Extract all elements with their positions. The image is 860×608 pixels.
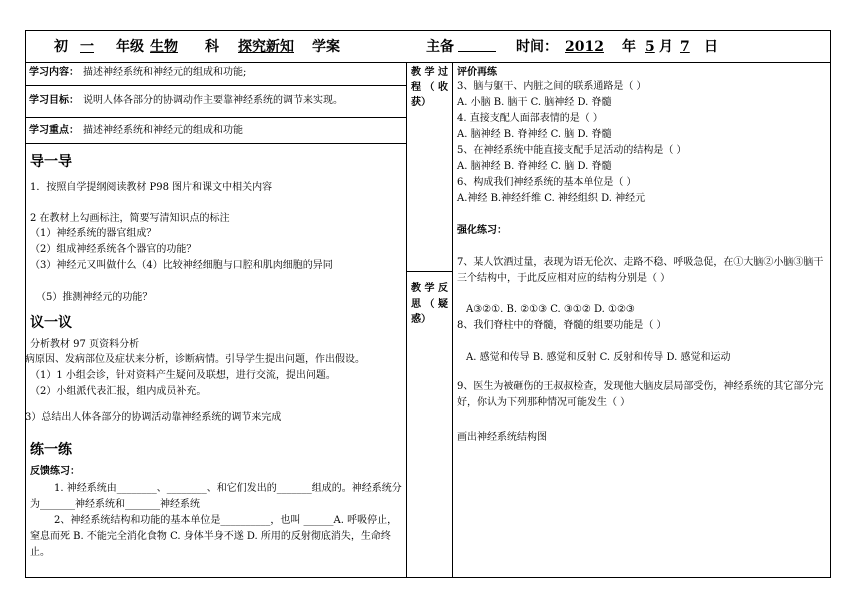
- section-title-guide: 导一导: [30, 154, 72, 170]
- eval-title: 评价再练: [457, 67, 497, 78]
- guide-line-6: （5）推测神经元的功能？: [36, 292, 153, 303]
- eval-line-8: A.神经 B.神经纤维 C. 神经组织 D. 神经元: [457, 193, 646, 204]
- grade-value: 一: [80, 39, 94, 55]
- question-8-options: A. 感觉和传导 B. 感觉和反射 C. 反射和传导 D. 感觉和运动: [466, 352, 731, 363]
- goal-label: 学习目标：: [29, 95, 79, 106]
- focus-text: 描述神经系统和神经元的组成和功能: [83, 125, 243, 136]
- header-divider: [25, 62, 831, 63]
- goal-text: 说明人体各部分的协调动作主要靠神经系统的调节来实现。: [83, 95, 343, 106]
- process-label-1: 教 学 过: [411, 67, 448, 78]
- eval-line-2: A. 小脑 B. 脑干 C. 脑神经 D. 脊髓: [457, 97, 612, 108]
- editor-blank: [458, 51, 496, 52]
- strengthen-label: 强化练习：: [457, 225, 507, 236]
- time-label: 时间：: [516, 39, 558, 55]
- section-title-practice: 练一练: [30, 442, 72, 458]
- eval-line-6: A. 脑神经 B. 脊神经 C. 脑 D. 脊髓: [457, 161, 612, 172]
- month-value: 5: [645, 39, 655, 55]
- discuss-line-4: （2）小组派代表汇报，组内成员补充。: [30, 386, 207, 397]
- grade-label: 年级: [116, 39, 144, 55]
- editor-label: 主备: [426, 39, 454, 55]
- draw-task: 画出神经系统结构图: [457, 432, 547, 443]
- day-value: 7: [680, 39, 690, 55]
- section-title-discuss: 议一议: [30, 315, 72, 331]
- content-text: 描述神经系统和神经元的组成和功能;: [83, 67, 247, 78]
- discuss-line-2: 病原因、发病部位及症状来分析，诊断病情。引导学生提出问题，作出假设。: [25, 354, 365, 365]
- question-7: 7、某人饮酒过量，表现为语无伦次、走路不稳、呼吸急促，在①大脑②小脑③脑干三个结构中，于此反应相对应的结构分别是（ ）: [457, 257, 824, 284]
- header-prefix: 初: [54, 39, 68, 55]
- reflect-label-2: 思 （ 疑: [411, 299, 448, 310]
- topic-label: 学案: [312, 39, 340, 55]
- mid-divider: [406, 271, 452, 272]
- month-unit: 月: [659, 39, 673, 55]
- day-unit: 日: [704, 39, 718, 55]
- left-column-divider: [406, 62, 407, 578]
- eval-line-3: 4. 直接支配人面部表情的是（ ）: [457, 113, 603, 124]
- focus-label: 学习重点：: [29, 125, 79, 136]
- topic-value: 探究新知: [238, 39, 294, 55]
- question-8: 8、我们脊柱中的脊髓，脊髓的组要功能是（ ）: [457, 320, 667, 331]
- row-divider-2: [25, 117, 406, 118]
- question-7-options: A③②①. B. ②①③ C. ③①② D. ①②③: [466, 304, 635, 315]
- guide-line-4: （2）组成神经系统各个器官的功能？: [30, 244, 197, 255]
- eval-line-4: A. 脑神经 B. 脊神经 C. 脑 D. 脊髓: [457, 129, 612, 140]
- discuss-line-5: 3）总结出人体各部分的协调活动靠神经系统的调节来完成: [25, 412, 282, 423]
- guide-line-2: 2 在教材上勾画标注，简要写清知识点的标注: [30, 213, 230, 224]
- question-9: 9、医生为被砸伤的王叔叔检查，发现他大脑皮层局部受伤，神经系统的其它部分完好，你认为下列那种情况可能发生（ ）: [457, 381, 824, 408]
- guide-line-1: 1．按照自学提纲阅读教材 P98 图片和课文中相关内容: [30, 182, 273, 193]
- discuss-line-3: （1）1 小组会诊，针对资料产生疑问及联想，进行交流，提出问题。: [30, 370, 336, 381]
- content-label: 学习内容：: [29, 67, 79, 78]
- row-divider-1: [25, 85, 406, 86]
- eval-line-5: 5、在神经系统中能直接支配手足活动的结构是（ ）: [457, 145, 687, 156]
- feedback-label: 反馈练习：: [30, 466, 80, 477]
- reflect-label-1: 教 学 反: [411, 283, 448, 294]
- subject-value: 生物: [150, 39, 178, 55]
- guide-line-5: （3）神经元又叫做什么（4）比较神经细胞与口腔和肌肉细胞的异同: [30, 260, 333, 271]
- year-value: 2012: [565, 39, 604, 55]
- guide-line-3: （1）神经系统的器官组成？: [30, 228, 157, 239]
- eval-line-7: 6、构成我们神经系统的基本单位是（ ）: [457, 177, 637, 188]
- reflect-label-3: 惑）: [411, 314, 431, 325]
- row-divider-3: [25, 143, 406, 144]
- eval-line-1: 3、脑与躯干、内脏之间的联系通路是（ ）: [457, 81, 647, 92]
- subject-label: 科: [205, 39, 219, 55]
- process-label-3: 获）: [411, 97, 431, 108]
- feedback-question-1: 1. 神经系统由________、________、和它们发出的_______组成的。神经系统分为_______神经系统和_______神经系统: [30, 483, 402, 510]
- discuss-line-1: 分析教材 97 页资料分析: [30, 339, 140, 350]
- process-label-2: 程 （ 收: [411, 82, 448, 93]
- feedback-question-2: 2、神经系统结构和功能的基本单位是__________，也叫 ______A. 呼吸停止，窒息而死 B. 不能完全消化食物 C. 身体半身不遂 D. 所用的反射彻底消失，生命终止。: [30, 515, 398, 558]
- year-unit: 年: [622, 39, 636, 55]
- mid-column-divider: [452, 62, 453, 578]
